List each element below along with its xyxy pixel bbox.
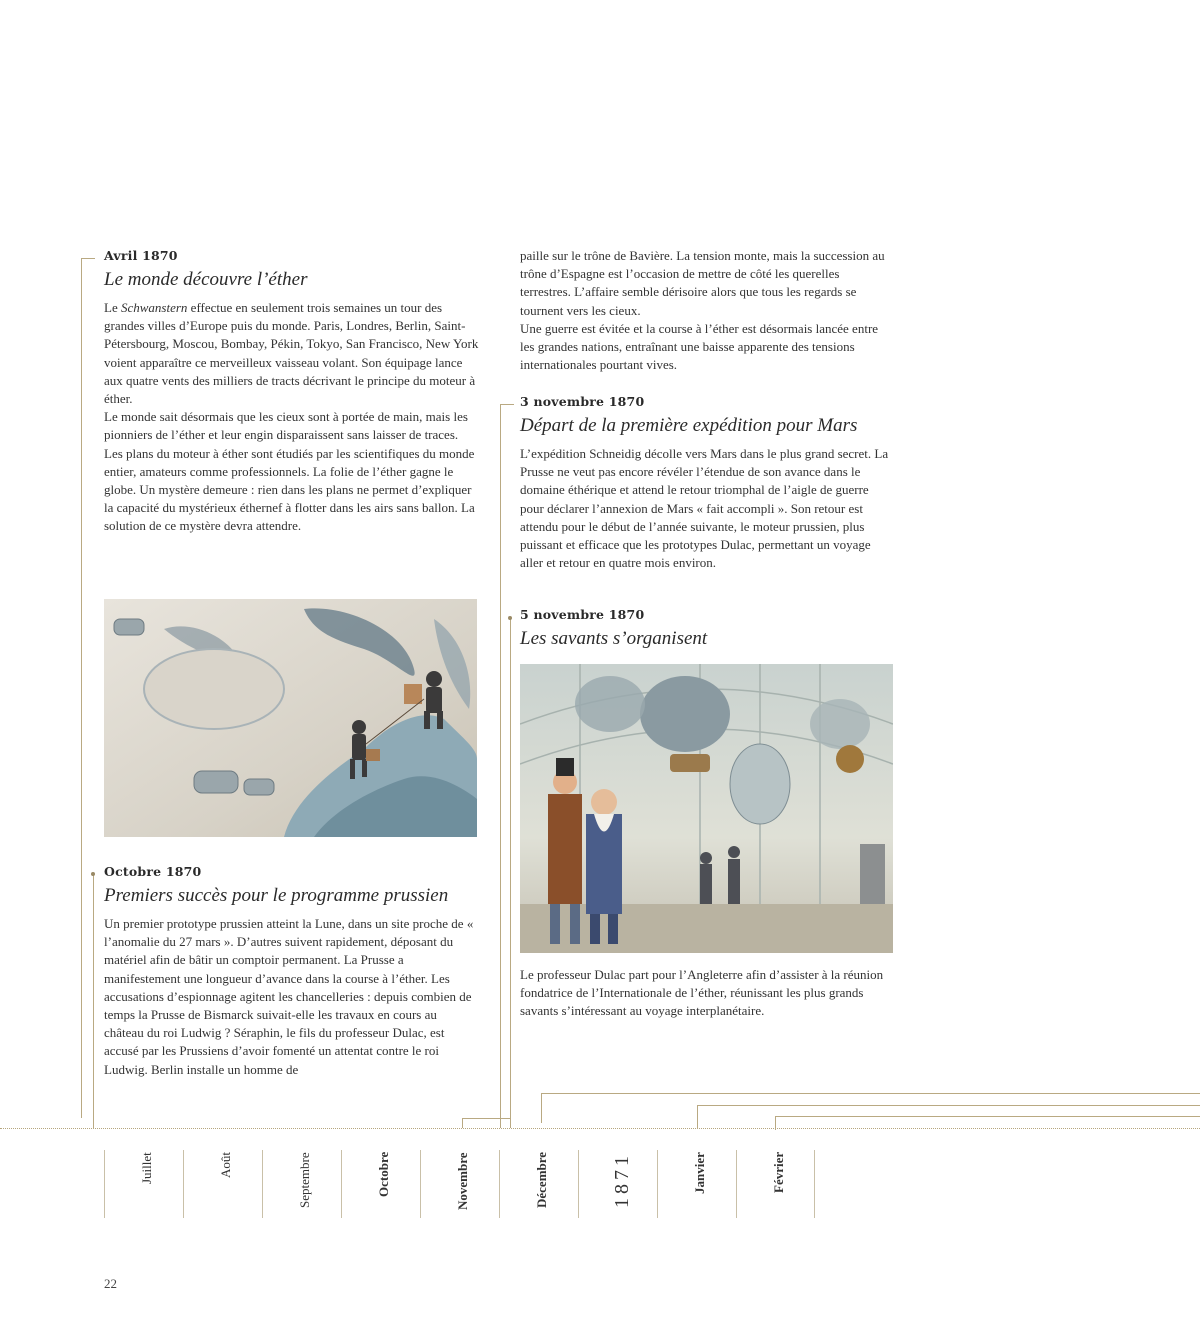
month-decembre	[499, 1150, 578, 1218]
month-label: Février	[771, 1152, 786, 1194]
entry-5-novembre-caption	[520, 966, 892, 1021]
entry-octobre-1870	[104, 864, 479, 1079]
month-label: Décembre	[534, 1152, 549, 1209]
month-septembre	[262, 1150, 341, 1218]
month-juillet	[104, 1150, 183, 1218]
timeline-dot-nov5	[508, 616, 512, 620]
entry-title: Départ de la première expédition pour Mars	[520, 415, 858, 436]
timeline-bar-nov-b	[510, 618, 511, 1128]
month-fevrier	[736, 1150, 815, 1218]
text-prefix: Le	[104, 300, 121, 315]
entry-paragraph	[104, 299, 479, 408]
entry-body	[520, 247, 892, 374]
month-octobre	[341, 1150, 420, 1218]
timeline-dot-octobre	[91, 872, 95, 876]
timeline-bar-avril	[81, 258, 82, 1118]
entry-body: Un premier prototype prussien atteint la Lune, dans un site proche de « l’anomalie du 27 mars ». D’autres suivent rapidement, déposant du matériel afin de bâtir un comptoir permanent. La Prusse a manifestement une longueur d’avance dans la course à l’éther. Les accusations d’espionnage agitent les chancelleries : depuis combien de temps la Prusse de Bismarck suivait-elle les travaux en cours au château du roi Ludwig ? Séraphin, le fils du professeur Dulac, est accusé par les Prussiens d’avoir fomenté un attentat contre le roi Ludwig. Berlin installe un homme de	[104, 916, 474, 1077]
timeline-dotted-axis	[0, 1128, 1200, 1129]
entry-paragraph: Une guerre est évitée et la course à l’éther est désormais lancée entre les grandes nations, entraînant une baisse apparente des tensions internationales pourtant vives.	[520, 320, 879, 373]
timeline-bar-fevrier-h	[775, 1116, 1200, 1117]
entry-body: L’expédition Schneidig décolle vers Mars dans le plus grand secret. La Prusse ne veut pas encore révéler l’étendue de son avance dans le domaine éthérique et attend le retour triomphal de l’aigle de guerre pour déclarer l’annexion de Mars « fait accompli ». Son retour est attendu pour le début de l’année suivante, le moteur prussien, plus puissant et efficace que les prototypes Dulac, permettant un voyage aller et retour en quatre mois environ.	[520, 446, 889, 571]
entry-5-novembre-1870	[520, 607, 892, 658]
entry-title: Le monde découvre l’éther	[104, 269, 308, 290]
timeline-bar-nov-a	[500, 404, 501, 1128]
month-novembre	[420, 1150, 499, 1218]
month-end-rule	[814, 1150, 816, 1218]
month-label: Janvier	[692, 1152, 707, 1194]
entry-title: Premiers succès pour le programme prussien	[104, 885, 449, 906]
month-janvier	[657, 1150, 736, 1218]
month-aout	[183, 1150, 262, 1218]
entry-paragraph: Le monde sait désormais que les cieux sont à portée de main, mais les pionniers de l’éther et leur engin disparaissent sans laisser de traces. Les plans du moteur à éther sont étudiés par les scientifiques du monde entier, amateurs comme professionnels. La folie de l’éther gagne le globe. Un mystère demeure : rien dans les plans ne permet d’expliquer la capacité du mystérieux éthernef à flotter dans les airs sans ballon. La solution de ce mystère devra attendre.	[104, 409, 475, 534]
page-number: 22	[104, 1276, 117, 1291]
timeline-bar-janvier-h	[697, 1105, 1200, 1106]
month-label: Septembre	[297, 1152, 312, 1208]
entry-body	[104, 299, 479, 536]
ship-name: Schwanstern	[120, 300, 188, 315]
illustration-balloon-hall	[520, 664, 893, 953]
entry-continuation	[520, 247, 892, 374]
entry-3-novembre-1870	[520, 394, 892, 572]
entry-date: Avril 1870	[104, 248, 178, 263]
timeline-tick-avril	[81, 258, 95, 259]
entry-body: Le professeur Dulac part pour l’Angleterre afin d’assister à la réunion fondatrice de l’Internationale de l’éther, réunissant les plus grands savants s’intéressant au voyage interplanétaire.	[520, 967, 884, 1019]
entry-paragraph: paille sur le trône de Bavière. La tension monte, mais la succession au trône d’Espagne est l’occasion de mettre de côté les querelles terrestres. L’affaire semble dérisoire alors que tous les regards se tournent vers les cieux.	[520, 248, 885, 318]
timeline-tick-nov3	[500, 404, 514, 405]
entry-date: Octobre 1870	[104, 864, 202, 879]
illustration-moon-climbers	[104, 599, 477, 837]
entry-date: 5 novembre 1870	[520, 607, 645, 622]
entry-avril-1870	[104, 248, 479, 536]
timeline-bar-nov-drop	[462, 1118, 463, 1128]
month-label: Octobre	[376, 1152, 391, 1198]
timeline-bar-decembre-v	[541, 1093, 542, 1123]
timeline-bar-nov-join	[462, 1118, 510, 1119]
entry-title: Les savants s’organisent	[520, 628, 708, 649]
month-label: Juillet	[139, 1152, 154, 1184]
text-rest: effectue en seulement trois semaines un tour des grandes villes d’Europe puis du monde. Paris, Londres, Berlin, Saint-Pétersbourg, Moscou, Bombay, Pékin, Tokyo, San Francisco, New York voient apparaître ce merveilleux vaisseau volant. Son équipage lance aux quatre vents des milliers de tracts décrivant le principe du moteur à éther.	[104, 300, 479, 407]
timeline-bar-octobre	[93, 874, 94, 1128]
month-label: Août	[218, 1152, 233, 1178]
timeline-bar-decembre-h	[541, 1093, 1200, 1094]
month-label: Novembre	[455, 1152, 470, 1210]
timeline-bar-janvier-v	[697, 1105, 698, 1129]
year-1871	[578, 1150, 657, 1218]
entry-date: 3 novembre 1870	[520, 394, 645, 409]
year-label: 1871	[611, 1152, 633, 1208]
